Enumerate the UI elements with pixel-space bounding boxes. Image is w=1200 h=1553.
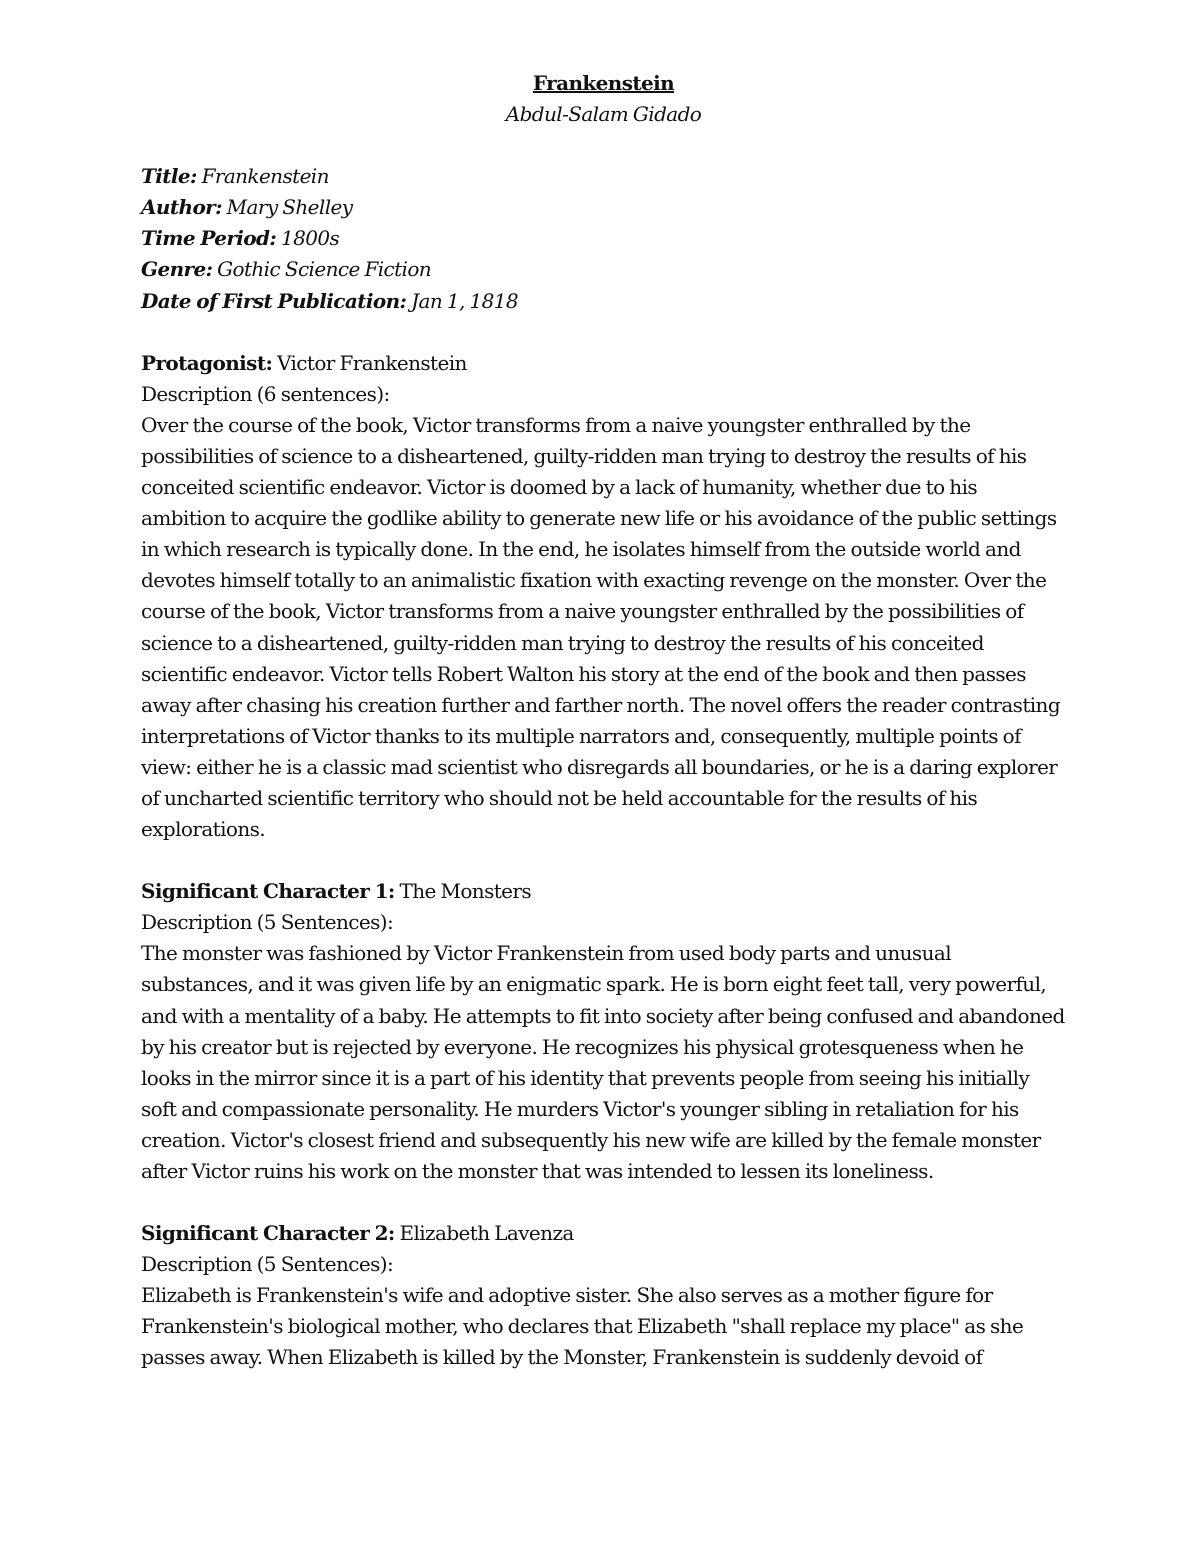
description-label: Description (5 Sentences):	[141, 1252, 394, 1277]
meta-value: 1800s	[276, 226, 340, 251]
meta-value: Gothic Science Fiction	[212, 257, 432, 282]
meta-genre-line	[141, 254, 1066, 285]
meta-time-period-line	[141, 223, 1066, 254]
metadata-block	[141, 161, 1066, 316]
meta-value: Frankenstein	[196, 164, 329, 189]
character-1-section	[141, 876, 1066, 1187]
meta-label: Author:	[141, 195, 222, 220]
document-author: Abdul-Salam Gidado	[505, 102, 702, 127]
section-character-name: Victor Frankenstein	[272, 350, 467, 375]
description-body: The monster was fashioned by Victor Frankenstein from used body parts and unusual substances, and it was given life by an enigmatic spark. He is born eight feet tall, very powerful, and with a mentality of a baby. He attempts to fit into society after being confused and abandoned by his creator but is rejected by everyone. He recognizes his physical grotesqueness when he looks in the mirror since it is a part of his identity that prevents people from seeing his initially soft and compassionate personality. He murders Victor's younger sibling in retaliation for his creation. Victor's closest friend and subsequently his new wife are killed by the female monster after Victor ruins his work on the monster that was intended to lessen its loneliness.	[141, 941, 1065, 1183]
section-heading	[141, 348, 1066, 379]
description-body: Over the course of the book, Victor transforms from a naive youngster enthralled by the possibilities of science to a disheartened, guilty-ridden man trying to destroy the results of his conceited scientific endeavor. Victor is doomed by a lack of humanity, whether due to his ambition to acquire the godlike ability to generate new life or his avoidance of the public settings in which research is typically done. In the end, he isolates himself from the outside world and devotes himself totally to an animalistic fixation with exacting revenge on the monster. Over the course of the book, Victor transforms from a naive youngster enthralled by the possibilities of science to a disheartened, guilty-ridden man trying to destroy the results of his conceited scientific endeavor. Victor tells Robert Walton his story at the end of the book and then passes away after chasing his creation further and farther north. The novel offers the reader contrasting interpretations of Victor thanks to its multiple narrators and, consequently, multiple points of view: either he is a classic mad scientist who disregards all boundaries, or he is a daring explorer of uncharted scientific territory who should not be held accountable for the results of his explorations.	[141, 412, 1061, 842]
meta-publication-date-line	[141, 286, 1066, 317]
section-label: Significant Character 1:	[141, 879, 395, 904]
meta-title-line	[141, 161, 1066, 192]
document-page	[141, 68, 1066, 1405]
section-heading	[141, 1218, 1066, 1249]
meta-label: Genre:	[141, 257, 213, 282]
protagonist-section	[141, 348, 1066, 846]
section-label: Significant Character 2:	[141, 1221, 395, 1246]
description-body: Elizabeth is Frankenstein's wife and adoptive sister. She also serves as a mother figure for Frankenstein's biological mother, who declares that Elizabeth "shall replace my place" as she passes away. When Elizabeth is killed by the Monster, Frankenstein is suddenly devoid of	[141, 1283, 1024, 1370]
meta-label: Time Period:	[141, 226, 277, 251]
character-2-section	[141, 1218, 1066, 1373]
meta-author-line	[141, 192, 1066, 223]
document-title: Frankenstein	[532, 71, 675, 95]
meta-label: Date of First Publication:	[141, 288, 407, 313]
section-character-name: Elizabeth Lavenza	[394, 1221, 574, 1246]
description-label: Description (5 Sentences):	[141, 910, 394, 935]
meta-label: Title:	[141, 164, 197, 189]
section-character-name: The Monsters	[394, 879, 532, 904]
section-heading	[141, 876, 1066, 907]
meta-value: Mary Shelley	[221, 195, 353, 220]
section-label: Protagonist:	[141, 350, 273, 375]
meta-value: Jan 1, 1818	[406, 288, 519, 313]
description-label: Description (6 sentences):	[141, 381, 390, 406]
